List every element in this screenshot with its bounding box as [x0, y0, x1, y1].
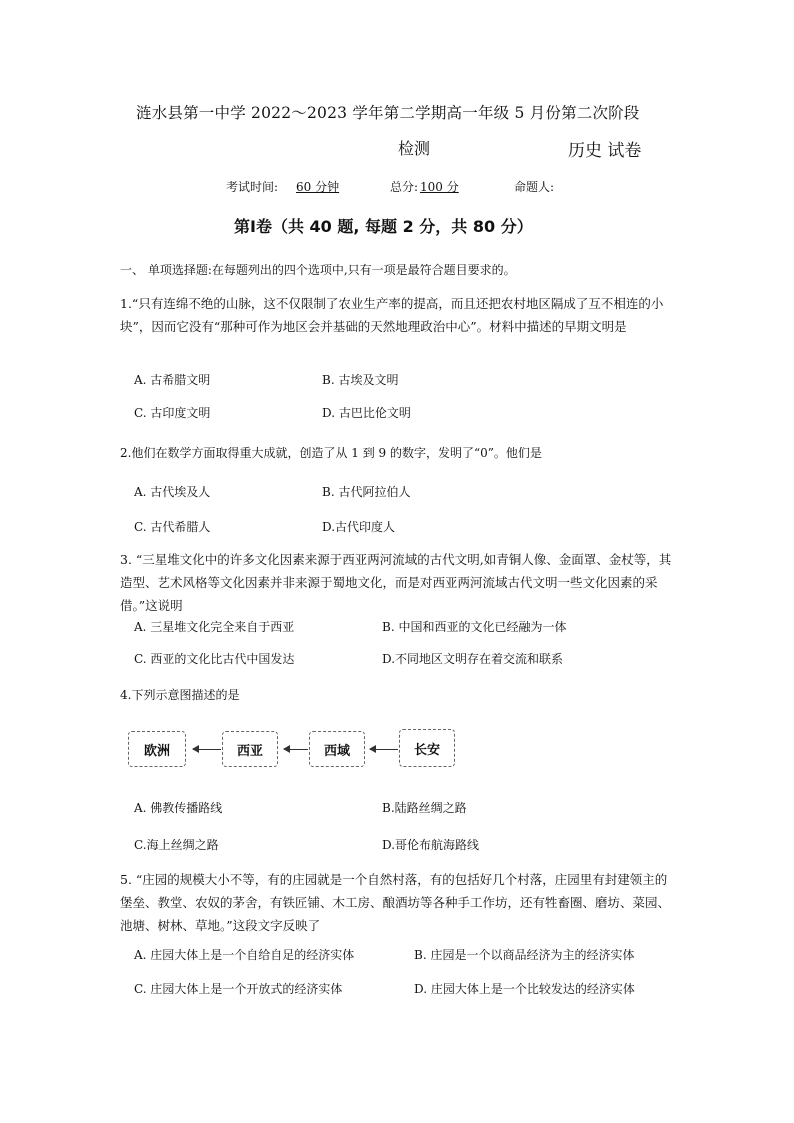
option-b: B. 古埃及文明: [322, 373, 399, 387]
diagram-node-western-regions: 西域: [309, 731, 365, 767]
option-a: A. 古代埃及人: [134, 485, 211, 499]
left-arrow-icon: [284, 749, 308, 750]
option-c: C. 古印度文明: [134, 406, 211, 420]
exam-title-subject: 历史 试卷: [568, 141, 642, 161]
option-c: C. 庄园大体上是一个开放式的经济实体: [134, 982, 343, 996]
exam-title-line2-left: 检测: [398, 139, 431, 158]
option-d: D. 庄园大体上是一个比较发达的经济实体: [414, 982, 635, 996]
question-stem: 4.下列示意图描述的是: [120, 688, 240, 702]
question-stem: 5. “庄园的规模大小不等，有的庄园就是一个自然村落，有的包括好几个村落，庄园里有封建领主的堡垒、教堂、农奴的茅舍，有铁匠铺、木工房、酿酒坊等各种手工作坊，还有牲畜圈、磨坊、菜园、池塘、树林、草地。”这段文字反映了: [120, 872, 671, 933]
left-arrow-icon: [370, 749, 398, 750]
diagram-node-west-asia: 西亚: [222, 731, 278, 767]
exam-time-label: 考试时间:: [226, 180, 279, 194]
option-d: D.不同地区文明存在着交流和联系: [382, 652, 564, 666]
section-title: 第Ⅰ卷（共 40 题, 每题 2 分，共 80 分）: [234, 217, 533, 236]
option-a: A. 佛教传播路线: [134, 801, 223, 815]
left-arrow-icon: [193, 749, 221, 750]
exam-time-value: 60 分钟: [296, 180, 340, 194]
diagram-node-changan: 长安: [399, 729, 455, 767]
option-b: B.陆路丝绸之路: [382, 801, 467, 815]
option-c: C. 西亚的文化比古代中国发达: [134, 652, 295, 666]
question-stem: 1.“只有连绵不绝的山脉，这不仅限制了农业生产率的提高，而且还把农村地区隔成了互不相连的小块”，因而它没有“那种可作为地区会并基础的天然地理政治中心”。材料中描述的早期文明是: [120, 296, 664, 334]
option-a: A. 古希腊文明: [134, 373, 211, 387]
option-b: B. 庄园是一个以商品经济为主的经济实体: [414, 948, 635, 962]
total-score-label: 总分:: [390, 180, 419, 194]
option-c: C. 古代希腊人: [134, 520, 211, 534]
instruction: 一、 单项选择题:在每题列出的四个选项中,只有一项是最符合题目要求的。: [120, 263, 516, 277]
total-score-value: 100 分: [420, 180, 459, 194]
diagram-node-europe: 欧洲: [128, 731, 186, 767]
author-label: 命题人:: [514, 180, 555, 194]
question-stem: 2.他们在数学方面取得重大成就，创造了从 1 到 9 的数字，发明了“0”。他们是: [120, 446, 542, 460]
option-c: C.海上丝绸之路: [134, 838, 219, 852]
option-d: D.古代印度人: [322, 520, 396, 534]
option-a: A. 庄园大体上是一个自给自足的经济实体: [134, 948, 355, 962]
exam-title-line1: 涟水县第一中学 2022～2023 学年第二学期高一年级 5 月份第二次阶段: [136, 104, 640, 122]
option-b: B. 中国和西亚的文化已经融为一体: [382, 620, 567, 634]
option-b: B. 古代阿拉伯人: [322, 485, 411, 499]
option-d: D. 古巴比伦文明: [322, 406, 411, 420]
option-d: D.哥伦布航海路线: [382, 838, 480, 852]
option-a: A. 三星堆文化完全来自于西亚: [134, 620, 295, 634]
question-stem: 3. “三星堆文化中的许多文化因素来源于西亚两河流域的古代文明,如青铜人像、金面罩、金杖等，其造型、艺术风格等文化因素并非来源于蜀地文化，而是对西亚两河流域古代文明一些文化因素的采借。”这说明: [120, 552, 672, 613]
